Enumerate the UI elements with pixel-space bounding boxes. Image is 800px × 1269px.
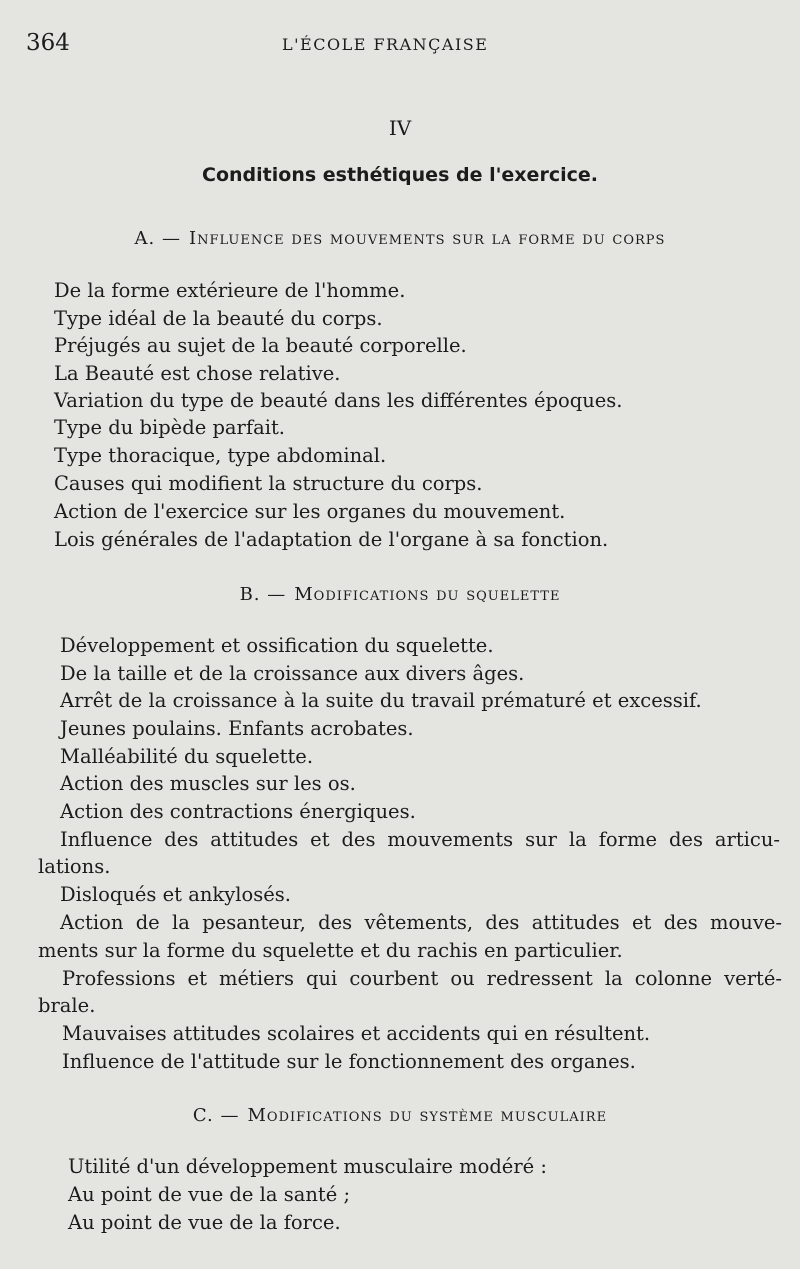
section-b-line: ments sur la forme du squelette et du rachis en particulier.: [38, 939, 623, 962]
section-b-heading: B. — Modifications du squelette: [239, 584, 561, 605]
section-b-line: brale.: [38, 994, 96, 1017]
section-a-line: Lois générales de l'adaptation de l'organe à sa fonction.: [54, 528, 609, 551]
section-b-line: Développement et ossification du squelette.: [60, 634, 494, 657]
chapter-number: IV: [388, 116, 412, 140]
section-a-line: Causes qui modifient la structure du corps.: [54, 472, 483, 495]
section-b-line: Disloqués et ankylosés.: [60, 883, 291, 906]
section-b-line: Professions et métiers qui courbent ou redressent la colonne verté-: [62, 967, 782, 990]
section-a-line: De la forme extérieure de l'homme.: [54, 279, 406, 302]
running-head: L'ÉCOLE FRANÇAISE: [282, 35, 489, 54]
section-b-line: lations.: [38, 855, 111, 878]
section-a-heading: A. — Influence des mouvements sur la forme du corps: [134, 228, 666, 249]
section-a-line: Préjugés au sujet de la beauté corporelle.: [54, 334, 467, 357]
section-c-line: Au point de vue de la force.: [68, 1211, 341, 1234]
section-a-line: Variation du type de beauté dans les différentes époques.: [54, 389, 623, 412]
section-b-line: Influence de l'attitude sur le fonctionnement des organes.: [62, 1050, 636, 1073]
section-a-line: Type du bipède parfait.: [54, 416, 285, 439]
section-b-line: Malléabilité du squelette.: [60, 745, 314, 768]
page-number: 364: [26, 30, 70, 56]
section-b-line: Mauvaises attitudes scolaires et accidents qui en résultent.: [62, 1022, 651, 1045]
chapter-title: Conditions esthétiques de l'exercice.: [202, 164, 598, 186]
section-c-line: Utilité d'un développement musculaire modéré :: [68, 1155, 547, 1178]
section-a-line: Type thoracique, type abdominal.: [54, 444, 387, 467]
section-c-line: Au point de vue de la santé ;: [68, 1183, 351, 1206]
section-a-line: Type idéal de la beauté du corps.: [54, 307, 383, 330]
section-b-line: De la taille et de la croissance aux divers âges.: [60, 662, 525, 685]
section-b-line: Influence des attitudes et des mouvements sur la forme des articu-: [60, 828, 780, 851]
section-b-line: Jeunes poulains. Enfants acrobates.: [60, 717, 414, 740]
section-a-line: La Beauté est chose relative.: [54, 362, 341, 385]
section-b-line: Action des muscles sur les os.: [60, 772, 356, 795]
section-a-line: Action de l'exercice sur les organes du mouvement.: [54, 500, 566, 523]
section-c-heading: C. — Modifications du système musculaire: [192, 1105, 608, 1126]
section-b-line: Action de la pesanteur, des vêtements, des attitudes et des mouve-: [60, 911, 782, 934]
section-b-line: Action des contractions énergiques.: [60, 800, 416, 823]
page-header: [0, 30, 800, 60]
section-b-line: Arrêt de la croissance à la suite du travail prématuré et excessif.: [60, 689, 702, 712]
